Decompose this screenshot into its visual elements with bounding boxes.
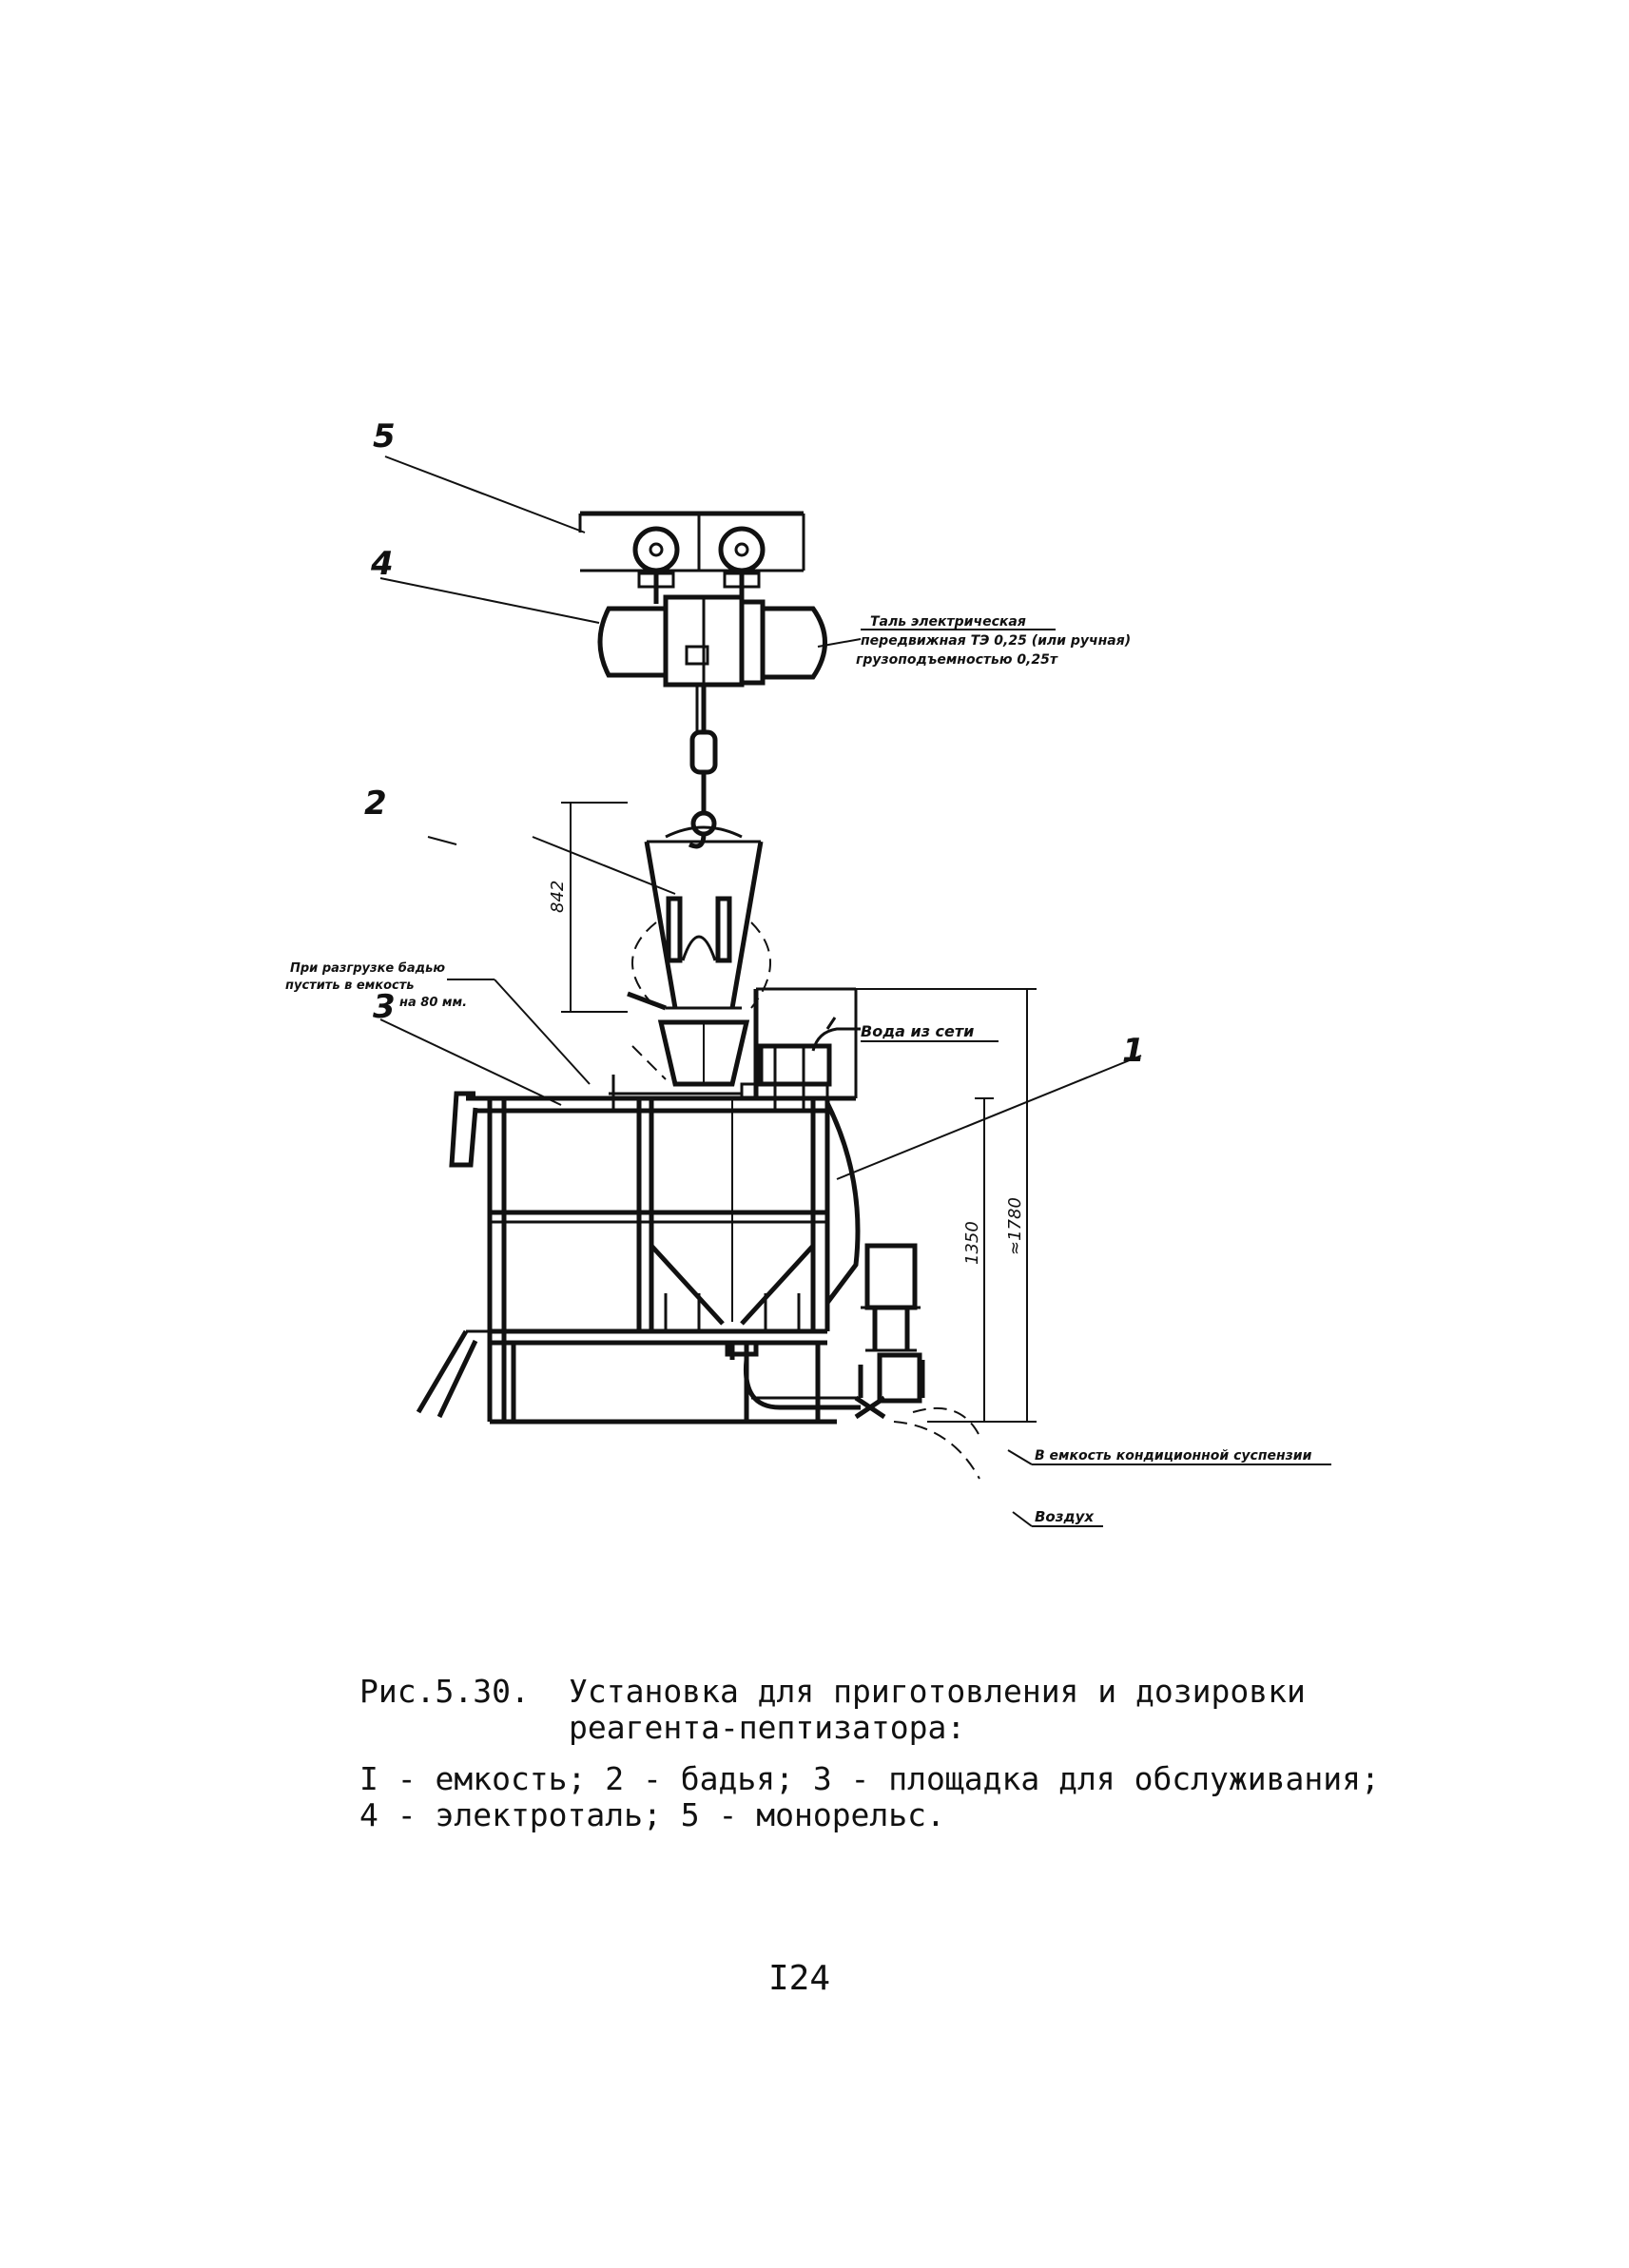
label-2: 2 [364,785,387,823]
dimension-1780: ≈1780 [1005,1197,1025,1255]
legend-line2: 4 - электроталь; 5 - монорельс. [359,1796,945,1833]
tank [418,989,858,1422]
label-4: 4 [371,545,394,583]
page-number: I24 [768,1959,831,1998]
label-1: 1 [1122,1032,1145,1070]
figure-number: Рис.5.30. [359,1673,530,1710]
dimension-842: 842 [548,880,568,913]
note-to-tank: В емкость кондиционной суспензии [1035,1448,1312,1464]
figure-title-line1: Установка для приготовления и дозировки [569,1673,1306,1710]
figure-title-line2: реагента-пептизатора: [569,1709,966,1746]
hoist-chain [689,685,715,846]
label-5: 5 [373,417,396,456]
electric-hoist [600,597,825,685]
note-air: Воздух [1035,1508,1095,1525]
note-bucket-line3: на 80 мм. [399,996,468,1010]
note-bucket-line1: При разгрузке бадью [290,961,445,976]
bucket [628,827,770,1084]
figure-caption [359,1674,1501,1833]
outlet-pipes [894,1408,1331,1526]
dimension-1350: 1350 [962,1221,982,1265]
monorail [580,514,804,571]
label-3: 3 [373,988,396,1026]
note-hoist-line2: передвижная ТЭ 0,25 (или ручная) [861,633,1132,649]
note-hoist-line3: грузоподъемностью 0,25т [856,652,1057,668]
dimension-bucket [561,803,628,1012]
note-water: Вода из сети [861,1022,975,1040]
note-hoist-line1: Таль электрическая [870,614,1026,630]
legend-line1: I - емкость; 2 - бадья; 3 - площадка для обслуживания; [359,1760,1380,1797]
note-bucket-line2: пустить в емкость [285,979,415,993]
